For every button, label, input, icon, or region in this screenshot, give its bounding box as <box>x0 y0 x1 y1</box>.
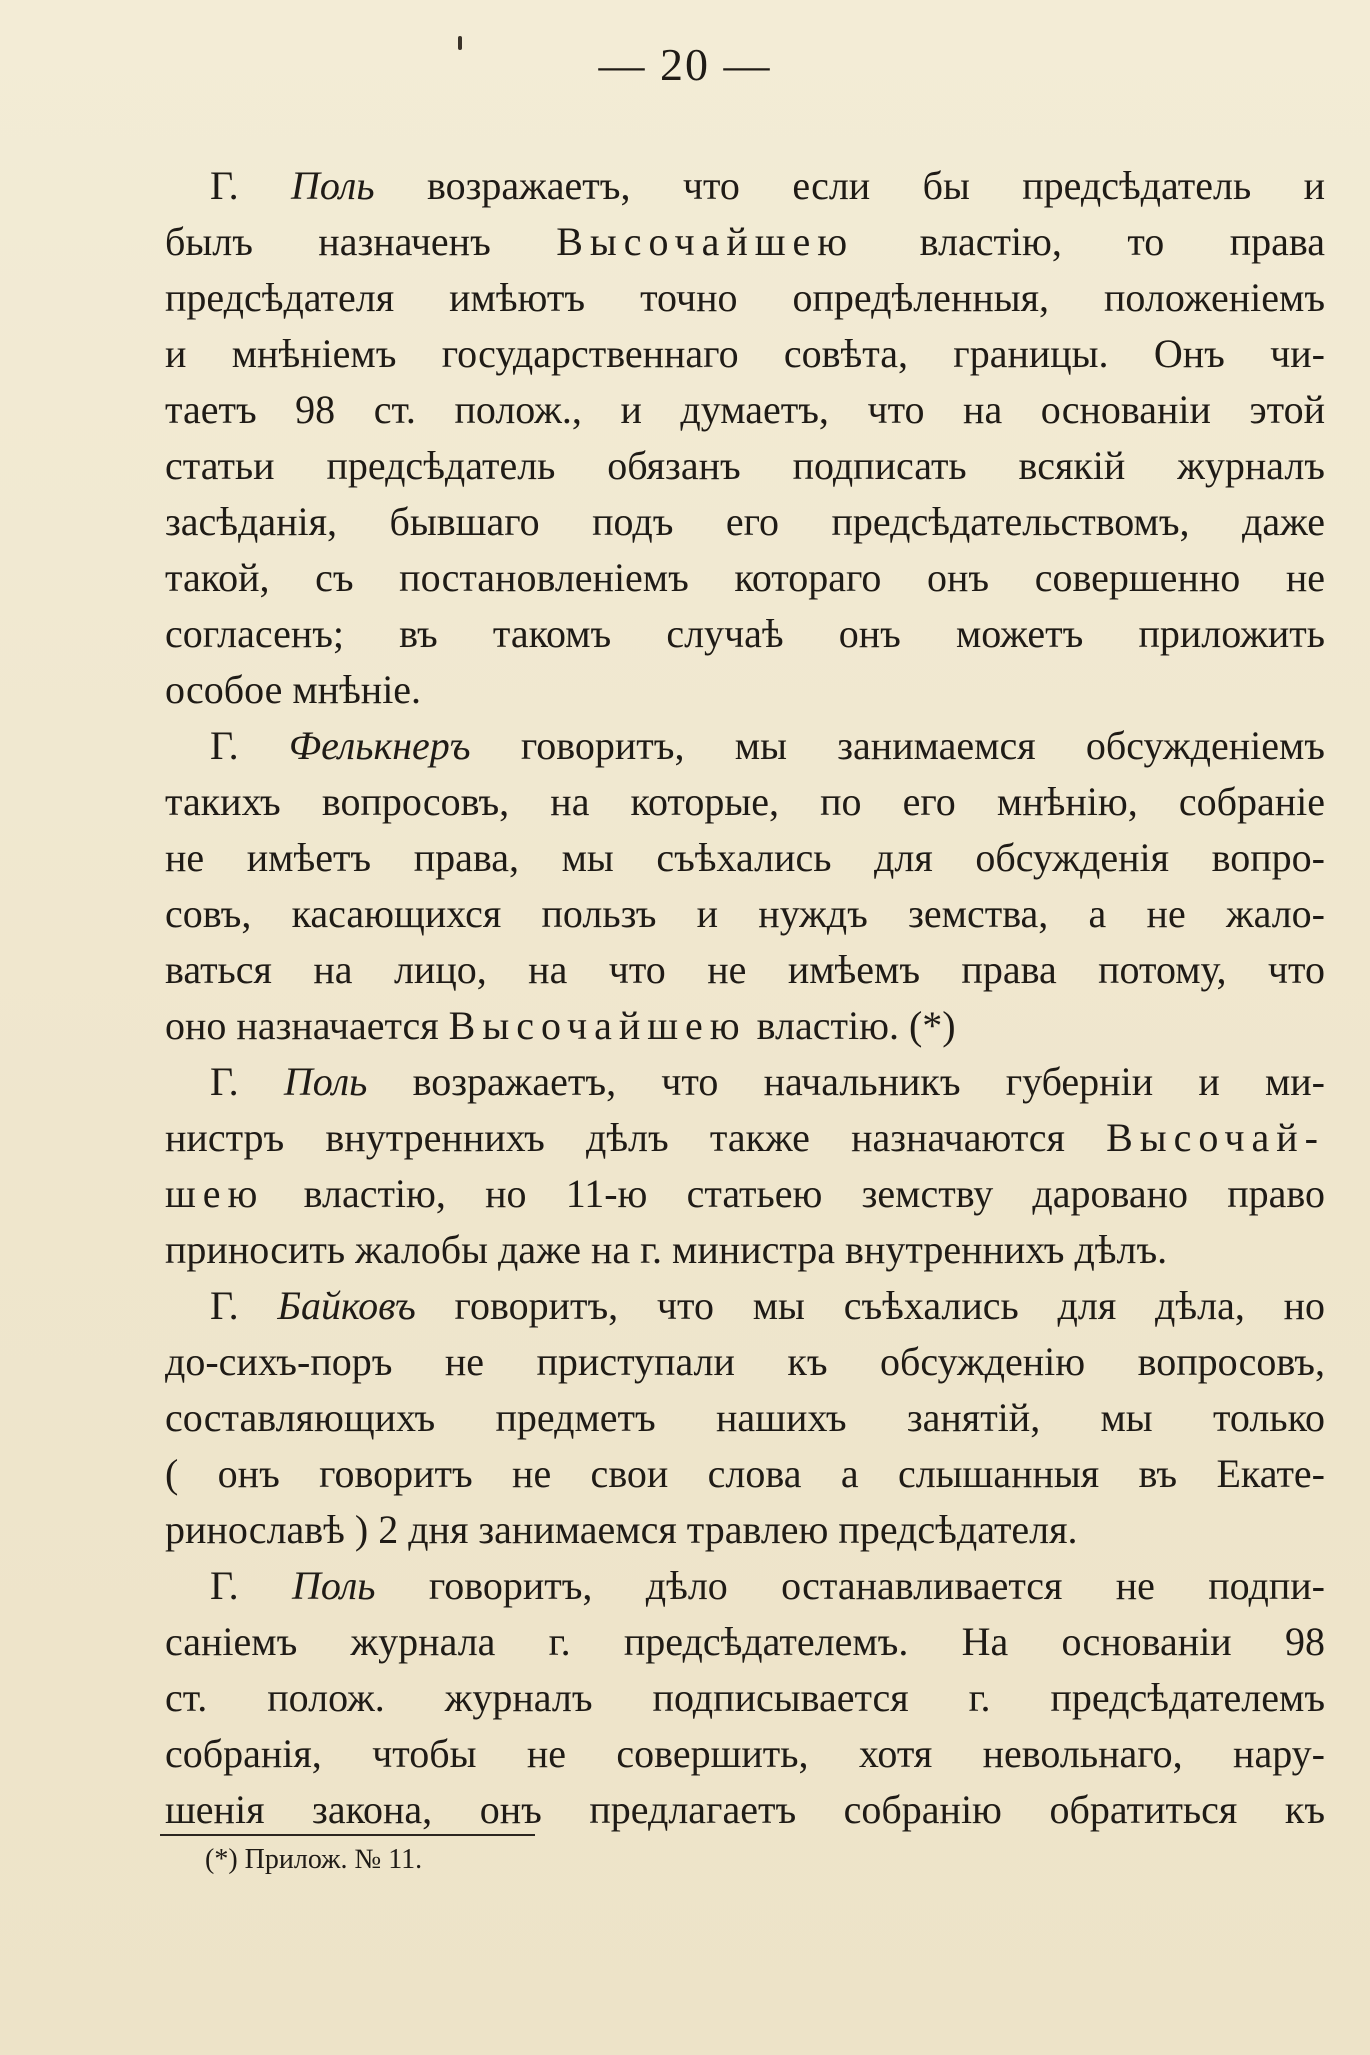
text-line <box>165 1782 1325 1838</box>
text-run: предсѣдателя имѣютъ точно опредѣленныя, положеніемъ <box>165 275 1325 320</box>
speaker-name: Фелькнеръ <box>288 723 471 768</box>
text-run: властію. (*) <box>746 1003 956 1048</box>
text-line <box>165 494 1325 550</box>
text-line <box>165 550 1325 606</box>
text-line <box>165 438 1325 494</box>
speaker-name: Поль <box>291 1563 376 1608</box>
text-run: таетъ 98 ст. полож., и думаетъ, что на основаніи этой <box>165 387 1325 432</box>
text-run: Г. <box>210 1059 284 1104</box>
text-run: нистръ внутреннихъ дѣлъ также назначаются <box>165 1115 1107 1160</box>
text-line <box>165 214 1325 270</box>
text-run: согласенъ; въ такомъ случаѣ онъ можетъ приложить <box>165 611 1325 656</box>
paragraph <box>165 1278 1325 1558</box>
text-run: саніемъ журнала г. предсѣдателемъ. На основаніи 98 <box>165 1619 1325 1664</box>
page-number: — 20 — <box>598 39 772 90</box>
text-run: Г. <box>210 1563 292 1608</box>
text-run: особое мнѣніе. <box>165 667 422 712</box>
paragraph <box>165 1558 1325 1838</box>
text-run: собранія, чтобы не совершить, хотя невольнаго, нару- <box>165 1731 1325 1776</box>
speaker-name: Байковъ <box>277 1283 416 1328</box>
text-line <box>165 1166 1325 1222</box>
text-line <box>165 718 1325 774</box>
text-line <box>165 942 1325 998</box>
text-run: совъ, касающихся пользъ и нуждъ земства, а не жало- <box>165 891 1325 936</box>
spaced-word: Высочайшею <box>448 1003 747 1048</box>
footnote: (*) Прилож. № 11. <box>205 1844 423 1875</box>
text-run: говоритъ, что мы съѣхались для дѣла, но <box>415 1283 1325 1328</box>
text-run: составляющихъ предметъ нашихъ занятій, мы только <box>165 1395 1325 1440</box>
text-line <box>165 1670 1325 1726</box>
text-run: ст. полож. журналъ подписывается г. предсѣдателемъ <box>165 1675 1325 1720</box>
text-run: приносить жалобы даже на г. министра внутреннихъ дѣлъ. <box>165 1227 1168 1272</box>
footnote-rule <box>160 1834 535 1836</box>
text-run: статьи предсѣдатель обязанъ подписать всякій журналъ <box>165 443 1325 488</box>
text-run: властію, но 11-ю статьею земству даровано право <box>264 1171 1325 1216</box>
text-run: говоритъ, мы занимаемся обсужденіемъ <box>470 723 1325 768</box>
text-line <box>165 1614 1325 1670</box>
spaced-word: шею <box>165 1171 265 1216</box>
text-run: и мнѣніемъ государственнаго совѣта, границы. Онъ чи- <box>165 331 1325 376</box>
text-line <box>165 1278 1325 1334</box>
text-run: такой, съ постановленіемъ котораго онъ совершенно не <box>165 555 1325 600</box>
text-run: до-сихъ-поръ не приступали къ обсужденію вопросовъ, <box>165 1339 1325 1384</box>
text-run: шенія закона, онъ предлагаетъ собранію обратиться къ <box>165 1787 1325 1832</box>
text-run: властію, то права <box>854 219 1325 264</box>
spaced-word: Высочайшею <box>556 219 855 264</box>
text-line <box>165 158 1325 214</box>
text-line <box>165 1222 1325 1278</box>
text-line <box>165 662 1325 718</box>
body-text <box>165 158 1325 1838</box>
text-run: не имѣетъ права, мы съѣхались для обсужденія вопро- <box>165 835 1325 880</box>
text-run: возражаетъ, что если бы предсѣдатель и <box>374 163 1325 208</box>
text-run: оно назначается <box>165 1003 449 1048</box>
text-line <box>165 886 1325 942</box>
text-run: такихъ вопросовъ, на которые, по его мнѣнію, собраніе <box>165 779 1325 824</box>
text-line <box>165 1558 1325 1614</box>
text-line <box>165 1726 1325 1782</box>
text-line <box>165 1502 1325 1558</box>
text-line <box>165 1334 1325 1390</box>
text-line <box>165 830 1325 886</box>
text-run: возражаетъ, что начальникъ губерніи и ми- <box>367 1059 1325 1104</box>
text-line <box>165 1390 1325 1446</box>
text-line <box>165 606 1325 662</box>
paragraph <box>165 158 1325 718</box>
text-run: ринославѣ ) 2 дня занимаемся травлею предсѣдателя. <box>165 1507 1078 1552</box>
text-run: засѣданія, бывшаго подъ его предсѣдательствомъ, даже <box>165 499 1325 544</box>
text-line <box>165 1110 1325 1166</box>
text-line <box>165 998 1325 1054</box>
text-line <box>165 1054 1325 1110</box>
text-run: ваться на лицо, на что не имѣемъ права потому, что <box>165 947 1325 992</box>
text-line <box>165 774 1325 830</box>
text-run: былъ назначенъ <box>165 219 557 264</box>
speaker-name: Поль <box>291 163 375 208</box>
text-line <box>165 382 1325 438</box>
paragraph <box>165 1054 1325 1278</box>
text-run: говоритъ, дѣло останавливается не подпи- <box>375 1563 1325 1608</box>
text-line <box>165 326 1325 382</box>
text-run: ( онъ говоритъ не свои слова а слышанныя въ Екате- <box>165 1451 1325 1496</box>
paragraph <box>165 718 1325 1054</box>
text-run: Г. <box>210 723 289 768</box>
text-line <box>165 1446 1325 1502</box>
speaker-name: Поль <box>283 1059 368 1104</box>
spaced-word: Высочай- <box>1106 1115 1325 1160</box>
text-run: Г. <box>210 163 292 208</box>
text-run: Г. <box>210 1283 278 1328</box>
text-line <box>165 270 1325 326</box>
